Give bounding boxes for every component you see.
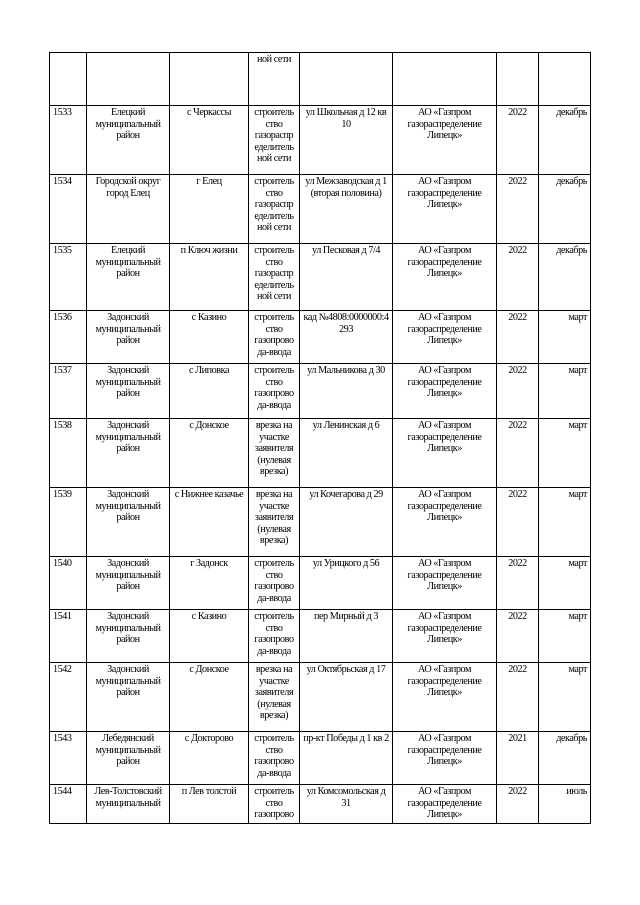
- cell-num: 1535: [50, 244, 87, 311]
- cell-locality: с Казино: [170, 610, 249, 663]
- cell-organization: [393, 53, 497, 106]
- cell-year: 2022: [497, 488, 539, 557]
- cell-num: 1540: [50, 557, 87, 610]
- cell-organization: АО «Газпром газораспределение Липецк»: [393, 244, 497, 311]
- cell-address: ул Мальникова д 30: [300, 364, 393, 419]
- cell-address: ул Межзаводская д 1 (вторая половина): [300, 175, 393, 244]
- cell-organization: АО «Газпром газораспределение Липецк»: [393, 732, 497, 785]
- cell-district: Городской округ город Елец: [87, 175, 170, 244]
- cell-year: 2022: [497, 785, 539, 824]
- table-row: [50, 106, 591, 175]
- table-row: [50, 663, 591, 732]
- cell-work-type: ной сети: [249, 53, 300, 106]
- cell-month: март: [539, 311, 591, 364]
- cell-address: пер Мирный д 3: [300, 610, 393, 663]
- cell-address: ул Ленинская д 6: [300, 419, 393, 488]
- cell-district: Задонский муниципальный район: [87, 488, 170, 557]
- cell-year: 2022: [497, 311, 539, 364]
- cell-year: 2022: [497, 419, 539, 488]
- cell-num: 1542: [50, 663, 87, 732]
- cell-num: 1539: [50, 488, 87, 557]
- cell-organization: АО «Газпром газораспределение Липецк»: [393, 488, 497, 557]
- cell-year: 2022: [497, 175, 539, 244]
- table-row: [50, 732, 591, 785]
- cell-work-type: врезка на участке заявителя (нулевая врезка): [249, 488, 300, 557]
- table-row: [50, 419, 591, 488]
- cell-work-type: строитель ство газопрово да-ввода: [249, 610, 300, 663]
- cell-year: 2022: [497, 106, 539, 175]
- cell-district: Лев-Толстовский муниципальный: [87, 785, 170, 824]
- table-row-continuation: [50, 53, 591, 106]
- cell-month: декабрь: [539, 106, 591, 175]
- cell-work-type: строитель ство газораспр еделитель ной сети: [249, 175, 300, 244]
- cell-year: 2021: [497, 732, 539, 785]
- cell-address: ул Школьная д 12 кв 10: [300, 106, 393, 175]
- cell-district: Елецкий муниципальный район: [87, 244, 170, 311]
- cell-locality: п Лев толстой: [170, 785, 249, 824]
- cell-organization: АО «Газпром газораспределение Липецк»: [393, 419, 497, 488]
- cell-work-type: строитель ство газопрово: [249, 785, 300, 824]
- cell-address: [300, 53, 393, 106]
- cell-locality: с Донское: [170, 663, 249, 732]
- table-row: [50, 557, 591, 610]
- cell-address: пр-кт Победы д 1 кв 2: [300, 732, 393, 785]
- cell-organization: АО «Газпром газораспределение Липецк»: [393, 364, 497, 419]
- table-row: [50, 488, 591, 557]
- cell-month: март: [539, 488, 591, 557]
- cell-address: ул Урицкого д 56: [300, 557, 393, 610]
- table-row: [50, 785, 591, 824]
- cell-district: Задонский муниципальный район: [87, 311, 170, 364]
- cell-num: 1543: [50, 732, 87, 785]
- cell-month: март: [539, 557, 591, 610]
- cell-year: 2022: [497, 557, 539, 610]
- cell-month: март: [539, 419, 591, 488]
- cell-work-type: строитель ство газораспр еделитель ной сети: [249, 106, 300, 175]
- cell-address: ул Комсомольская д 31: [300, 785, 393, 824]
- table-row: [50, 175, 591, 244]
- cell-num: 1536: [50, 311, 87, 364]
- cell-organization: АО «Газпром газораспределение Липецк»: [393, 610, 497, 663]
- cell-month: март: [539, 364, 591, 419]
- cell-num: 1538: [50, 419, 87, 488]
- cell-district: [87, 53, 170, 106]
- cell-locality: г Елец: [170, 175, 249, 244]
- cell-locality: п Ключ жизни: [170, 244, 249, 311]
- cell-organization: АО «Газпром газораспределение Липецк»: [393, 175, 497, 244]
- cell-num: 1534: [50, 175, 87, 244]
- cell-month: декабрь: [539, 244, 591, 311]
- cell-organization: АО «Газпром газораспределение Липецк»: [393, 785, 497, 824]
- cell-work-type: строитель ство газопрово да-ввода: [249, 364, 300, 419]
- cell-organization: АО «Газпром газораспределение Липецк»: [393, 311, 497, 364]
- cell-year: 2022: [497, 663, 539, 732]
- cell-district: Задонский муниципальный район: [87, 364, 170, 419]
- cell-address: кад №4808:0000000:4 293: [300, 311, 393, 364]
- cell-month: март: [539, 610, 591, 663]
- cell-year: 2022: [497, 610, 539, 663]
- cell-year: 2022: [497, 364, 539, 419]
- gas-connection-table: [49, 52, 591, 824]
- cell-locality: с Казино: [170, 311, 249, 364]
- cell-num: 1544: [50, 785, 87, 824]
- cell-locality: с Донское: [170, 419, 249, 488]
- cell-district: Елецкий муниципальный район: [87, 106, 170, 175]
- cell-locality: г Задонск: [170, 557, 249, 610]
- cell-district: Задонский муниципальный район: [87, 610, 170, 663]
- cell-work-type: врезка на участке заявителя (нулевая врезка): [249, 419, 300, 488]
- cell-district: Задонский муниципальный район: [87, 419, 170, 488]
- table-row: [50, 244, 591, 311]
- table-row: [50, 610, 591, 663]
- cell-district: Задонский муниципальный район: [87, 663, 170, 732]
- table-row: [50, 364, 591, 419]
- table-row: [50, 311, 591, 364]
- cell-locality: с Докторово: [170, 732, 249, 785]
- cell-locality: с Нижнее казачье: [170, 488, 249, 557]
- cell-work-type: строитель ство газораспр еделитель ной сети: [249, 244, 300, 311]
- cell-address: ул Октябрьская д 17: [300, 663, 393, 732]
- cell-address: ул Песковая д 7/4: [300, 244, 393, 311]
- cell-month: июль: [539, 785, 591, 824]
- cell-work-type: строитель ство газопрово да-ввода: [249, 311, 300, 364]
- cell-address: ул Кочегарова д 29: [300, 488, 393, 557]
- cell-month: [539, 53, 591, 106]
- cell-num: 1541: [50, 610, 87, 663]
- cell-locality: с Черкассы: [170, 106, 249, 175]
- cell-locality: с Липовка: [170, 364, 249, 419]
- cell-num: [50, 53, 87, 106]
- cell-num: 1533: [50, 106, 87, 175]
- cell-month: декабрь: [539, 732, 591, 785]
- cell-work-type: врезка на участке заявителя (нулевая врезка): [249, 663, 300, 732]
- cell-organization: АО «Газпром газораспределение Липецк»: [393, 106, 497, 175]
- cell-organization: АО «Газпром газораспределение Липецк»: [393, 557, 497, 610]
- cell-district: Лебедянский муниципальный район: [87, 732, 170, 785]
- cell-num: 1537: [50, 364, 87, 419]
- cell-organization: АО «Газпром газораспределение Липецк»: [393, 663, 497, 732]
- cell-month: март: [539, 663, 591, 732]
- cell-month: декабрь: [539, 175, 591, 244]
- cell-work-type: строитель ство газопрово да-ввода: [249, 557, 300, 610]
- cell-locality: [170, 53, 249, 106]
- cell-district: Задонский муниципальный район: [87, 557, 170, 610]
- cell-year: [497, 53, 539, 106]
- cell-work-type: строитель ство газопрово да-ввода: [249, 732, 300, 785]
- cell-year: 2022: [497, 244, 539, 311]
